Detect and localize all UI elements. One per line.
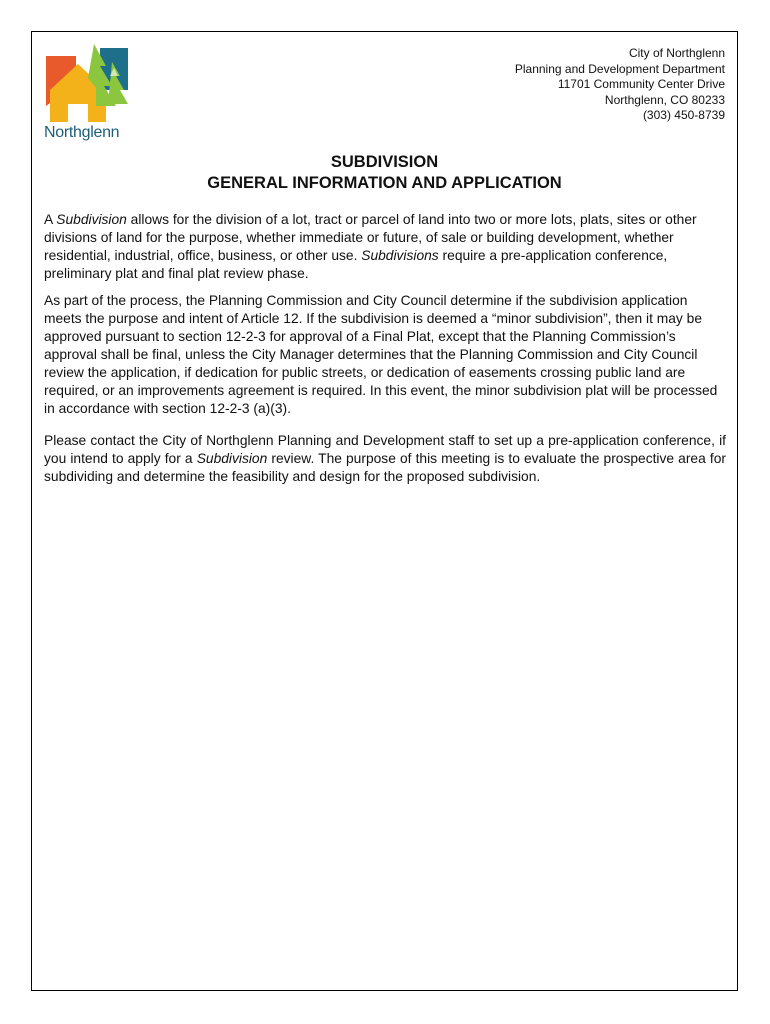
emphasized-term: Subdivision	[56, 212, 127, 227]
address-block	[515, 46, 725, 124]
emphasized-term: Subdivisions	[361, 248, 439, 263]
address-phone: (303) 450-8739	[642, 108, 725, 122]
title-line-2: GENERAL INFORMATION AND APPLICATION	[207, 174, 562, 192]
text-run: allows for the division of a lot, tract or parcel of land into two or more lots, plats, sites or other divisions of land for the purpose, whether immediate or future, of sale or building development, whether residential, industrial, office, business, or other use.	[44, 212, 697, 263]
document-body	[44, 211, 726, 495]
text-run: require a pre-application conference, preliminary plat and final plat review phase.	[44, 248, 668, 281]
document-title	[31, 152, 738, 194]
emphasized-term: Subdivision	[196, 451, 268, 466]
logo-wordmark: Northglenn	[44, 124, 120, 141]
paragraph-intro	[44, 211, 726, 283]
text-run: review. The purpose of this meeting is to evaluate the prospective area for subdividing and determine the feasibility and design for the proposed subdivision.	[44, 451, 726, 484]
title-line-1: SUBDIVISION	[330, 153, 439, 171]
paragraph-process: As part of the process, the Planning Commission and City Council determine if the subdivision application meets the purpose and intent of Article 12. If the subdivision is deemed a “minor subdivision”, then it may be approved pursuant to section 12-2-3 for approval of a Final Plat, except that the Planning Commission’s approval shall be final, unless the City Manager determines that the Planning Commission and City Council review the application, if dedication for public streets, or dedication of easements crossing public land are required, or an improvements agreement is required. In this event, the minor subdivision plat will be processed in accordance with section 12-2-3 (a)(3).	[44, 293, 718, 416]
address-city: City of Northglenn	[628, 46, 725, 60]
house-tree-logo-icon	[44, 44, 130, 124]
northglenn-logo	[44, 44, 130, 144]
paragraph-contact	[44, 432, 726, 486]
text-run: A	[44, 212, 57, 227]
text-run: Please contact the City of Northglenn Planning and Development staff to set up a pre-application conference, if you intend to apply for a	[44, 433, 726, 466]
address-department: Planning and Development Department	[514, 61, 725, 76]
address-street: 11701 Community Center Drive	[557, 77, 725, 91]
address-city-state-zip: Northglenn, CO 80233	[604, 92, 725, 107]
